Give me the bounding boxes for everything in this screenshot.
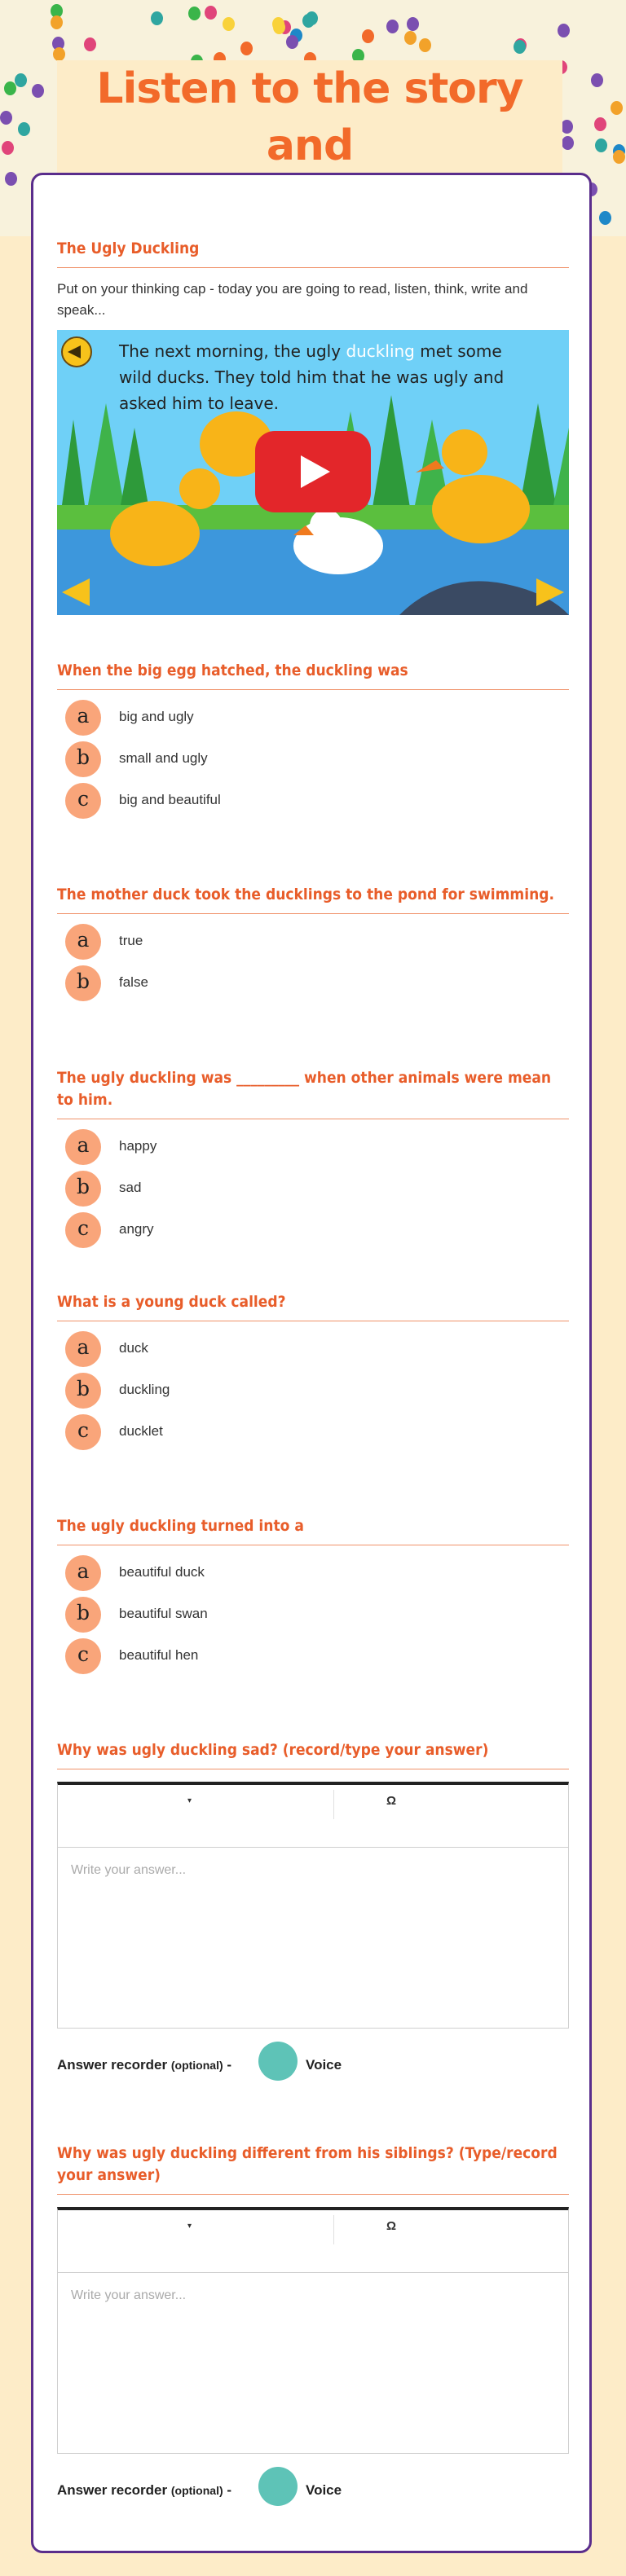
option-bubble[interactable]: c (65, 783, 101, 819)
story-video[interactable] (57, 330, 569, 615)
confetti-dot (611, 101, 623, 115)
prev-arrow-icon[interactable] (62, 578, 90, 606)
option-label: happy (119, 1138, 157, 1154)
question-title: Why was ugly duckling different from his siblings? (Type/record your answer) (57, 2143, 569, 2195)
option-b[interactable] (57, 1370, 569, 1412)
option-label: beautiful hen (119, 1647, 199, 1663)
toolbar-divider (333, 2215, 334, 2244)
question-title: The ugly duckling turned into a (57, 1515, 569, 1545)
recorder-label (57, 2057, 231, 2073)
question-1 (57, 660, 569, 822)
option-label: angry (119, 1221, 154, 1237)
option-label: big and beautiful (119, 792, 221, 807)
confetti-dot (591, 73, 603, 87)
confetti-dot (188, 7, 201, 20)
option-bubble[interactable]: b (65, 1597, 101, 1633)
option-a[interactable] (57, 1553, 569, 1594)
answer-recorder (57, 2042, 569, 2087)
confetti-dot (419, 38, 431, 52)
recorder-title: Answer recorder (57, 2057, 168, 2073)
confetti-dot (151, 11, 163, 25)
voice-record-button[interactable] (258, 2042, 298, 2081)
question-title: Why was ugly duckling sad? (record/type your answer) (57, 1739, 569, 1769)
question-3 (57, 1067, 569, 1251)
confetti-dot (15, 73, 27, 87)
question-title: The ugly duckling was _________ when other animals were mean to him. (57, 1067, 569, 1119)
confetti-dot (32, 84, 44, 98)
confetti-dot (18, 122, 30, 136)
recorder-optional: (optional) (170, 2059, 223, 2072)
option-c[interactable] (57, 1210, 569, 1251)
confetti-dot (362, 29, 374, 43)
special-characters-icon[interactable]: Ω (386, 2219, 397, 2233)
confetti-dot (404, 31, 417, 45)
option-bubble[interactable]: b (65, 1373, 101, 1409)
editor-toolbar (58, 1785, 568, 1848)
option-label: beautiful duck (119, 1564, 205, 1580)
voice-label: Voice (306, 2482, 342, 2498)
confetti-dot (558, 24, 570, 37)
option-bubble[interactable]: b (65, 1171, 101, 1207)
confetti-dot (286, 35, 298, 49)
intro-section (57, 238, 569, 321)
option-label: duckling (119, 1382, 170, 1397)
answer-editor[interactable] (57, 1782, 569, 2029)
confetti-dot (272, 17, 284, 31)
special-characters-icon[interactable]: Ω (386, 1794, 397, 1808)
confetti-dot (594, 117, 606, 131)
confetti-dot (386, 20, 399, 33)
voice-record-button[interactable] (258, 2467, 298, 2506)
option-b[interactable] (57, 739, 569, 780)
confetti-dot (53, 47, 65, 61)
option-a[interactable] (57, 1127, 569, 1168)
option-bubble[interactable]: b (65, 965, 101, 1001)
option-bubble[interactable]: a (65, 700, 101, 736)
recorder-title: Answer recorder (57, 2482, 168, 2498)
open-question-2 (57, 2143, 569, 2512)
recorder-label (57, 2482, 231, 2499)
option-c[interactable] (57, 1636, 569, 1677)
caption-part1: The next morning, the ugly (119, 341, 346, 361)
confetti-dot (302, 14, 315, 28)
confetti-dot (240, 42, 253, 55)
option-label: ducklet (119, 1423, 163, 1439)
option-a[interactable] (57, 921, 569, 963)
confetti-dot (561, 120, 573, 134)
option-label: small and ugly (119, 750, 208, 766)
confetti-dot (613, 150, 625, 164)
recorder-dash: - (223, 2057, 232, 2073)
confetti-dot (562, 136, 574, 150)
option-b[interactable] (57, 963, 569, 1004)
question-title: When the big egg hatched, the duckling was (57, 660, 569, 690)
option-a[interactable] (57, 1329, 569, 1370)
play-button-icon[interactable] (255, 431, 371, 512)
intro-title: The Ugly Duckling (57, 238, 569, 268)
option-bubble[interactable]: a (65, 1555, 101, 1591)
option-label: false (119, 974, 148, 990)
question-title: What is a young duck called? (57, 1291, 569, 1321)
format-dropdown-icon[interactable]: ▾ (187, 2222, 192, 2231)
caption-part2: met some wild ducks. They told him that he was ugly and asked him to leave. (119, 341, 505, 413)
editor-toolbar (58, 2210, 568, 2273)
confetti-dot (599, 211, 611, 225)
confetti-dot (205, 6, 217, 20)
question-4 (57, 1291, 569, 1453)
confetti-dot (0, 111, 12, 125)
option-bubble[interactable]: a (65, 1331, 101, 1367)
next-arrow-icon[interactable] (536, 578, 564, 606)
option-label: true (119, 933, 143, 948)
option-bubble[interactable]: a (65, 924, 101, 960)
toolbar-divider (333, 1790, 334, 1819)
answer-editor[interactable] (57, 2207, 569, 2454)
voice-label: Voice (306, 2057, 342, 2073)
option-a[interactable] (57, 697, 569, 739)
option-label: big and ugly (119, 709, 194, 724)
caption-highlight: duckling (346, 341, 415, 361)
option-label: beautiful swan (119, 1606, 208, 1621)
confetti-dot (595, 138, 607, 152)
question-5 (57, 1515, 569, 1677)
confetti-dot (407, 17, 419, 31)
intro-text: Put on your thinking cap - today you are going to read, listen, think, write and speak... (57, 281, 528, 318)
answer-recorder (57, 2467, 569, 2512)
option-bubble[interactable]: b (65, 741, 101, 777)
option-bubble[interactable]: c (65, 1638, 101, 1674)
confetti-dot (51, 15, 63, 29)
format-dropdown-icon[interactable]: ▾ (187, 1796, 192, 1805)
page-title-line1: Listen to the story and (96, 64, 523, 170)
recorder-optional: (optional) (170, 2484, 223, 2497)
recorder-dash: - (223, 2482, 232, 2498)
question-title: The mother duck took the ducklings to the pond for swimming. (57, 884, 569, 914)
answer-input[interactable]: Write your answer... (71, 1863, 187, 1877)
option-b[interactable] (57, 1168, 569, 1210)
option-bubble[interactable]: c (65, 1212, 101, 1248)
video-caption (119, 338, 527, 416)
confetti-dot (514, 40, 526, 54)
confetti-dot (2, 141, 14, 155)
audio-button-icon[interactable] (61, 336, 92, 367)
confetti-dot (5, 172, 17, 186)
confetti-dot (223, 17, 235, 31)
option-c[interactable] (57, 1412, 569, 1453)
option-bubble[interactable]: a (65, 1129, 101, 1165)
answer-input[interactable]: Write your answer... (71, 2288, 187, 2302)
option-c[interactable] (57, 780, 569, 822)
open-question-1 (57, 1739, 569, 2087)
option-label: duck (119, 1340, 148, 1356)
question-2 (57, 884, 569, 1004)
confetti-dot (4, 81, 16, 95)
option-b[interactable] (57, 1594, 569, 1636)
option-bubble[interactable]: c (65, 1414, 101, 1450)
option-label: sad (119, 1180, 142, 1195)
confetti-dot (84, 37, 96, 51)
